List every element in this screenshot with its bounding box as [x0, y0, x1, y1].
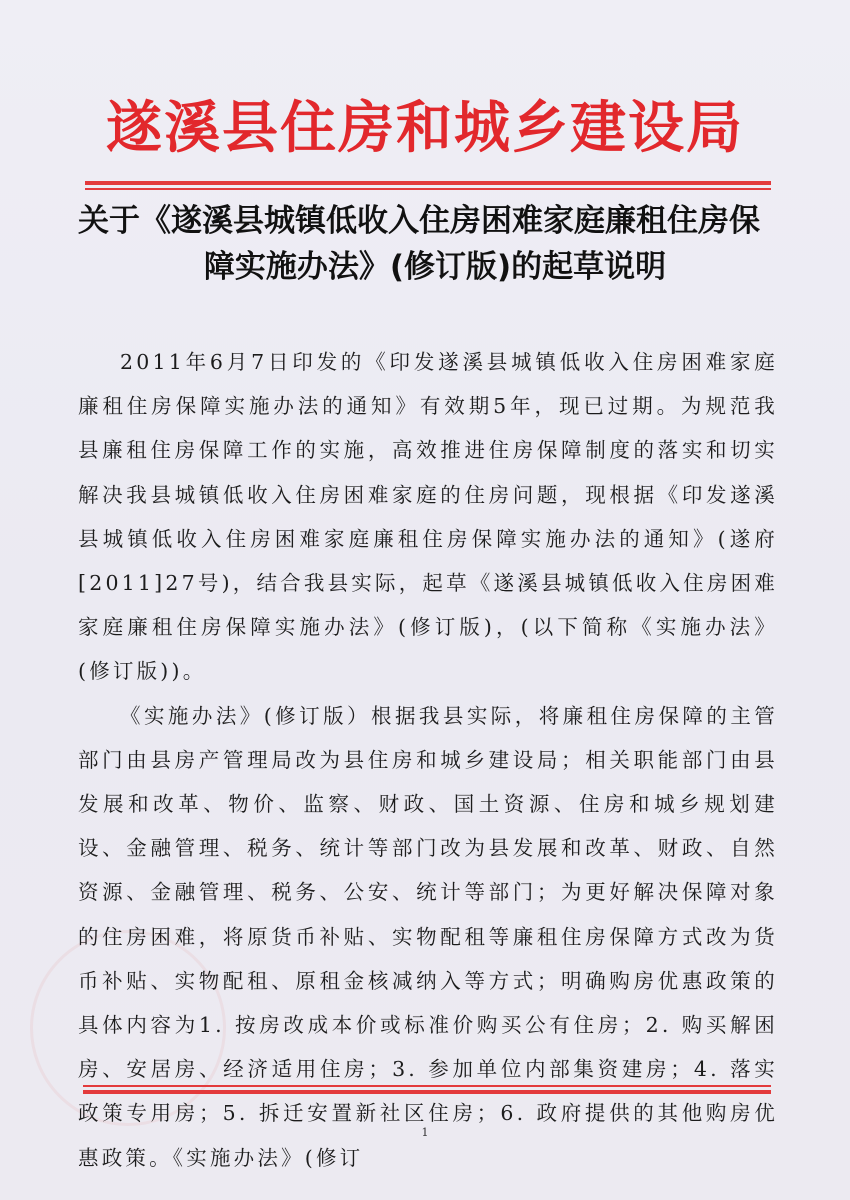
document-title	[70, 198, 790, 290]
footer-red-rule	[83, 1085, 771, 1094]
body-paragraph-2: 《实施办法》(修订版）根据我县实际，将廉租住房保障的主管部门由县房产管理局改为县住房和城乡建设局；相关职能部门由县发展和改革、物价、监察、财政、国土资源、住房和城乡规划建设、金融管理、税务、统计等部门改为县发展和改革、财政、自然资源、金融管理、税务、公安、统计等部门；为更好解决保障对象的住房困难，将原货币补贴、实物配租等廉租住房保障方式改为货币补贴、实物配租、原租金核减纳入等方式；明确购房优惠政策的具体内容为1. 按房改成本价或标准价购买公有住房；2. 购买解困房、安居房、经济适用住房；3. 参加单位内部集资建房；4. 落实政策专用房；5. 拆迁安置新社区住房；6. 政府提供的其他购房优惠政策。《实施办法》(修订	[78, 703, 778, 1170]
title-line-1: 关于《遂溪县城镇低收入住房困难家庭廉租住房保	[78, 203, 760, 239]
masthead-agency-name: 遂溪县住房和城乡建设局	[106, 95, 744, 161]
red-rule-thin	[85, 188, 771, 190]
document-body	[78, 340, 778, 1180]
page-number: 1	[421, 1126, 429, 1139]
red-rule-thick	[83, 1090, 771, 1094]
body-paragraph-1: 2011年6月7日印发的《印发遂溪县城镇低收入住房困难家庭廉租住房保障实施办法的通知》有效期5年，现已过期。为规范我县廉租住房保障工作的实施，高效推进住房保障制度的落实和切实解决我县城镇低收入住房困难家庭的住房问题，现根据《印发遂溪县城镇低收入住房困难家庭廉租住房保障实施办法的通知》(遂府[2011]27号)，结合我县实际，起草《遂溪县城镇低收入住房困难家庭廉租住房保障实施办法》(修订版)，(以下简称《实施办法》(修订版))。	[78, 350, 778, 684]
title-line-2: 障实施办法》(修订版)的起草说明	[203, 249, 667, 285]
masthead-red-rule	[85, 181, 771, 190]
